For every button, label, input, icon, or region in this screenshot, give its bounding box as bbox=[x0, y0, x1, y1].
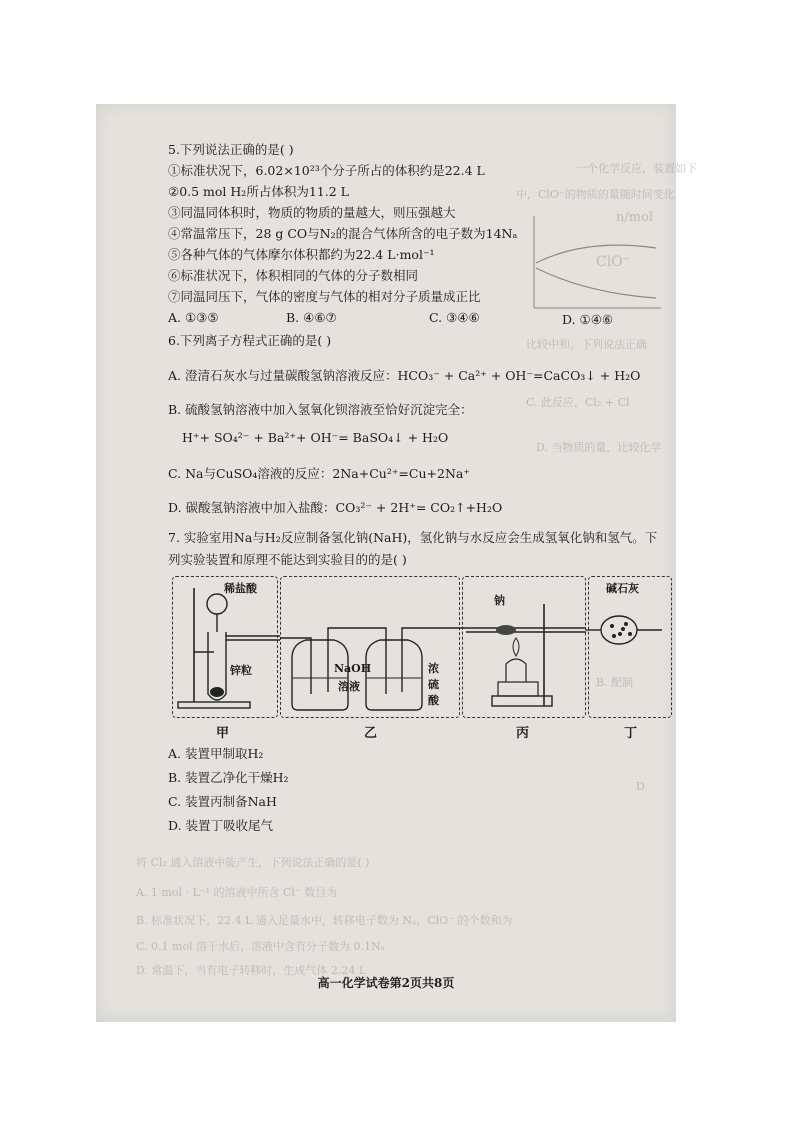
q5-item: ⑥标准状况下，体积相同的气体的分子数相同 bbox=[168, 268, 419, 283]
q6-option-b: B. 硫酸氢钠溶液中加入氢氧化钡溶液至恰好沉淀完全： bbox=[168, 402, 473, 417]
bleed-through-text: D. 常温下，当有电子转移时，生成气体 2.24 L bbox=[136, 964, 367, 977]
label-dilute-hcl: 稀盐酸 bbox=[224, 582, 257, 595]
bleed-through-text: 中，ClO⁻的物质的量随时间变化 bbox=[516, 188, 675, 201]
q6-option-c: C. Na与CuSO₄溶液的反应：2Na+Cu²⁺=Cu+2Na⁺ bbox=[168, 466, 470, 481]
q5-item: ⑦同温同压下，气体的密度与气体的相对分子质量成正比 bbox=[168, 289, 481, 304]
label-sodium: 钠 bbox=[494, 594, 505, 607]
label-soda-lime: 碱石灰 bbox=[606, 582, 639, 595]
label-jia: 甲 bbox=[216, 726, 230, 741]
label-naoh: NaOH bbox=[334, 662, 372, 675]
graph-ylabel: n/mol bbox=[616, 210, 654, 225]
bleed-through-text: D. 当物质的量，比较化学 bbox=[536, 441, 662, 454]
bleed-through-text: 一个化学反应，装置如下 bbox=[576, 162, 697, 175]
bleed-through-text: B. 标准状况下，22.4 L 通入足量水中，转移电子数为 Nₐ，ClO⁻ 的个数和为 bbox=[136, 914, 513, 927]
page-footer: 高一化学试卷第2页共8页 bbox=[317, 976, 455, 990]
q5-option-b: B. ④⑥⑦ bbox=[286, 310, 337, 325]
q7-option-c: C. 装置丙制备NaH bbox=[168, 794, 277, 809]
label-yi: 乙 bbox=[364, 726, 378, 741]
q6-option-d: D. 碳酸氢钠溶液中加入盐酸：CO₃²⁻ + 2H⁺= CO₂↑+H₂O bbox=[168, 500, 503, 515]
bleed-through-text: 比较中和，下列说法正确 bbox=[526, 338, 647, 351]
label-zinc: 锌粒 bbox=[230, 664, 252, 677]
exam-page bbox=[96, 104, 697, 1022]
q5-item: ③同温同体积时，物质的物质的量越大，则压强越大 bbox=[168, 205, 456, 220]
bleed-through-text: D bbox=[636, 780, 645, 793]
q5-item: ④常温常压下，28 g CO与N₂的混合气体所含的电子数为14Nₐ bbox=[168, 226, 518, 241]
q5-option-c: C. ③④⑥ bbox=[429, 310, 480, 325]
bleed-through-text: C. 0.1 mol 溶于水后，溶液中含有分子数为 0.1Nₐ bbox=[136, 940, 385, 953]
q5-item: ②0.5 mol H₂所占体积为11.2 L bbox=[168, 184, 349, 199]
apparatus-diagram bbox=[96, 574, 676, 724]
q5-item: ①标准状况下，6.02×10²³个分子所占的体积约是22.4 L bbox=[168, 163, 485, 178]
label-naoh-solution: 溶液 bbox=[338, 680, 360, 693]
q7-stem-line1: 7. 实验室用Na与H₂反应制备氢化钠(NaH)，氢化钠与水反应会生成氢氧化钠和氢气。下 bbox=[168, 530, 658, 545]
bleed-through-text: A. 1 mol · L⁻¹ 的溶液中所含 Cl⁻ 数目为 bbox=[136, 886, 338, 899]
q6-stem: 6.下列离子方程式正确的是( ) bbox=[168, 333, 332, 348]
q7-option-d: D. 装置丁吸收尾气 bbox=[168, 818, 274, 833]
q5-option-a: A. ①③⑤ bbox=[168, 310, 219, 325]
q6-option-a: A. 澄清石灰水与过量碳酸氢钠溶液反应：HCO₃⁻ + Ca²⁺ + OH⁻=CaCO₃↓ + H₂O bbox=[168, 368, 641, 383]
q6-option-b-equation: H⁺+ SO₄²⁻ + Ba²⁺+ OH⁻= BaSO₄↓ + H₂O bbox=[182, 430, 449, 445]
label-conc-2: 硫 bbox=[428, 678, 439, 691]
bleed-through-text: 将 Cl₂ 通入溶液中能产生，下列说法正确的是( ) bbox=[136, 856, 370, 869]
q5-option-d: D. ①④⑥ bbox=[562, 312, 614, 327]
q7-option-b: B. 装置乙净化干燥H₂ bbox=[168, 770, 289, 785]
graph-curve-label: ClO⁻ bbox=[596, 254, 631, 270]
q7-stem-line2: 列实验装置和原理不能达到实验目的的是( ) bbox=[168, 552, 407, 567]
label-conc-3: 酸 bbox=[428, 694, 439, 707]
label-conc-1: 浓 bbox=[428, 662, 439, 675]
bleed-through-text: C. 此反应，Cl₂ + Cl bbox=[526, 396, 630, 409]
q5-item: ⑤各种气体的气体摩尔体积都约为22.4 L·mol⁻¹ bbox=[168, 247, 435, 262]
label-ding: 丁 bbox=[624, 726, 638, 741]
q7-option-a: A. 装置甲制取H₂ bbox=[168, 746, 264, 761]
label-bing: 丙 bbox=[516, 726, 530, 741]
q5-stem: 5.下列说法正确的是( ) bbox=[168, 142, 294, 157]
bleed-through-text: B. 配制 bbox=[596, 676, 634, 689]
